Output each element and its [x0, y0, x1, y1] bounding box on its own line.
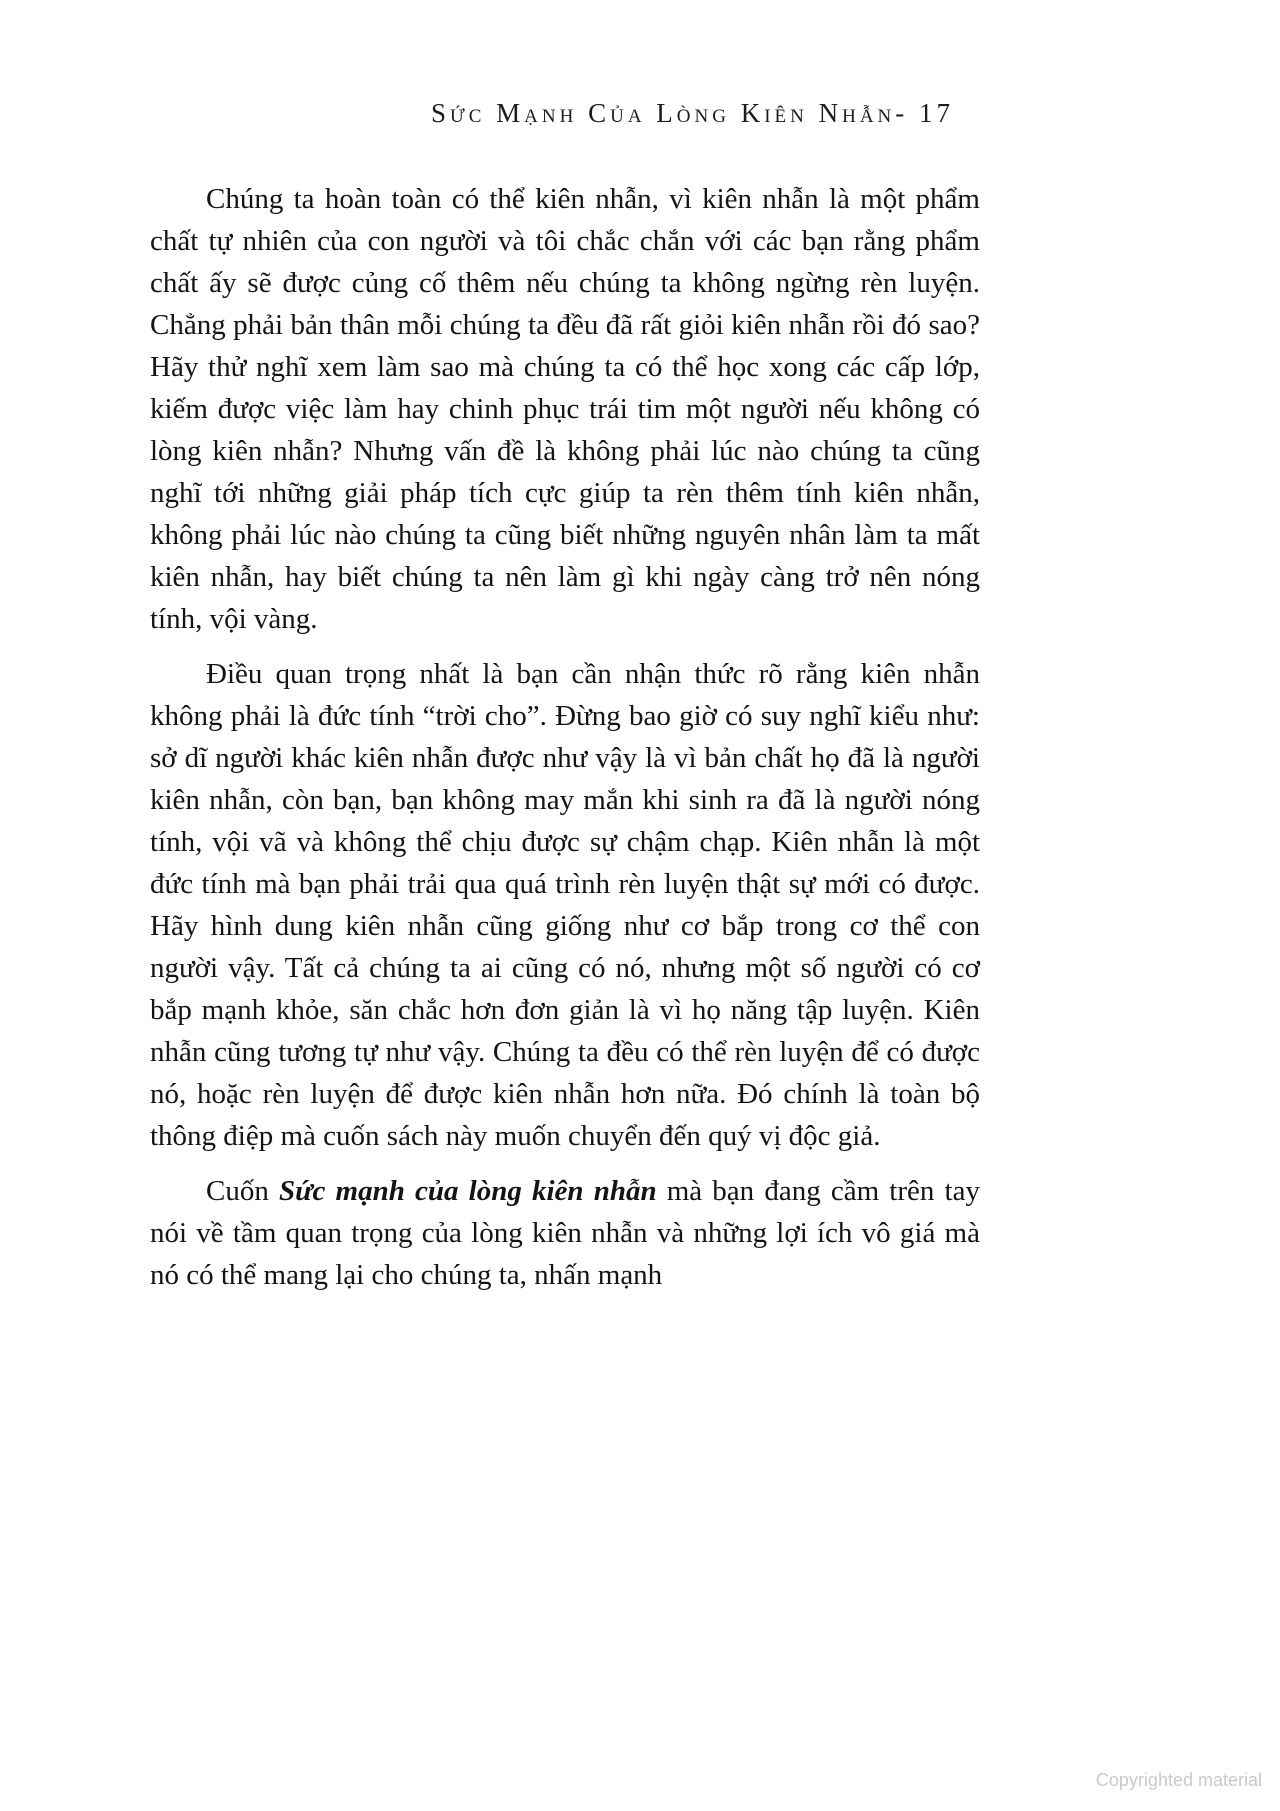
text-run: Điều quan trọng nhất là bạn cần nhận thức rõ rằng kiên nhẫn không phải là đức tính “trời cho”. Đừng bao giờ có suy nghĩ kiểu như: sở dĩ người khác kiên nhẫn được như vậy là vì bản chất họ đã là người kiên nhẫn, còn bạn, bạn không may mắn khi sinh ra đã là người nóng tính, vội vã và không thể chịu được sự chậm chạp. Kiên nhẫn là một đức tính mà bạn phải trải qua quá trình rèn luyện thật sự mới có được. Hãy hình dung kiên nhẫn cũng giống như cơ bắp trong cơ thể con người vậy. Tất cả chúng ta ai cũng có nó, nhưng một số người có cơ bắp mạnh khỏe, săn chắc hơn đơn giản là vì họ năng tập luyện. Kiên nhẫn cũng tương tự như vậy. Chúng ta đều có thể rèn luyện để có được nó, hoặc rèn luyện để được kiên nhẫn hơn nữa. Đó chính là toàn bộ thông điệp mà cuốn sách này muốn chuyển đến quý vị độc giả.	[150, 658, 980, 1152]
copyright-watermark: Copyrighted material	[1095, 1770, 1262, 1790]
text-run: mà bạn đang cầm trên tay nói về tầm quan trọng của lòng kiên nhẫn và những lợi ích vô giá mà nó có thể mang lại cho chúng ta, nhấn mạnh	[150, 1175, 980, 1291]
paragraph	[150, 178, 980, 640]
running-header: Sức Mạnh Của Lòng Kiên Nhẫn- 17	[430, 98, 954, 128]
body-text-block	[150, 178, 980, 1309]
book-title-emphasis: Sức mạnh của lòng kiên nhẫn	[279, 1175, 657, 1207]
paragraph	[150, 1170, 980, 1296]
paragraph	[150, 653, 980, 1157]
text-run: Cuốn	[206, 1175, 279, 1207]
text-run: Chúng ta hoàn toàn có thể kiên nhẫn, vì kiên nhẫn là một phẩm chất tự nhiên của con người và tôi chắc chắn với các bạn rằng phẩm chất ấy sẽ được củng cố thêm nếu chúng ta không ngừng rèn luyện. Chẳng phải bản thân mỗi chúng ta đều đã rất giỏi kiên nhẫn rồi đó sao? Hãy thử nghĩ xem làm sao mà chúng ta có thể học xong các cấp lớp, kiếm được việc làm hay chinh phục trái tim một người nếu không có lòng kiên nhẫn? Nhưng vấn đề là không phải lúc nào chúng ta cũng nghĩ tới những giải pháp tích cực giúp ta rèn thêm tính kiên nhẫn, không phải lúc nào chúng ta cũng biết những nguyên nhân làm ta mất kiên nhẫn, hay biết chúng ta nên làm gì khi ngày càng trở nên nóng tính, vội vàng.	[150, 183, 980, 635]
